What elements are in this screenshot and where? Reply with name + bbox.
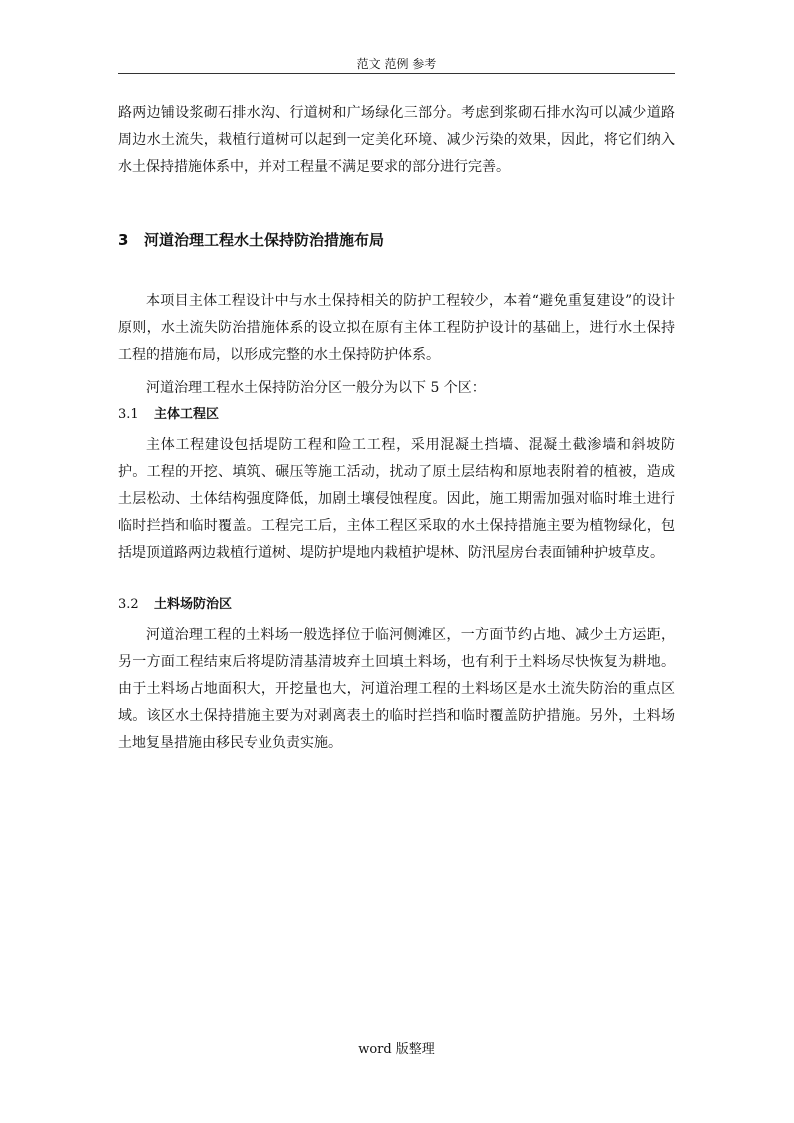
section-3-1-heading: [118, 406, 675, 424]
section-3-2-paragraph: 河道治理工程的土料场一般选择位于临河侧滩区，一方面节约占地、减少土方运距，另一方面工程结束后将堤防清基清坡弃土回填土料场，也有利于土料场尽快恢复为耕地。由于土料场占地面积大，开挖量也大，河道治理工程的土料场区是水土流失防治的重点区域。该区水土保持措施主要为对剥离表土的临时拦挡和临时覆盖防护措施。另外，土料场土地复垦措施由移民专业负责实施。: [118, 627, 675, 751]
section-3-2-heading: [118, 596, 675, 614]
section-3-heading: [118, 230, 675, 250]
intro-paragraph: 路两边铺设浆砌石排水沟、行道树和广场绿化三部分。考虑到浆砌石排水沟可以减少道路周边水土流失，栽植行道树可以起到一定美化环境、减少污染的效果，因此，将它们纳入水土保持措施体系中，并对工程量不满足要求的部分进行完善。: [118, 105, 675, 175]
page-footer: word 版整理: [358, 1042, 435, 1057]
section-3-number: 3: [118, 231, 129, 249]
section-3-1-paragraph: 主体工程建设包括堤防工程和险工工程，采用混凝土挡墙、混凝土截渗墙和斜坡防护。工程的开挖、填筑、碾压等施工活动，扰动了原土层结构和原地表附着的植被，造成土层松动、土体结构强度降低，加剧土壤侵蚀程度。因此，施工期需加强对临时堆土进行临时拦挡和临时覆盖。工程完工后，主体工程区采取的水土保持措施主要为植物绿化，包括堤顶道路两边栽植行道树、堤防护堤地内栽植护堤林、防汛屋房台表面铺种护坡草皮。: [118, 437, 675, 561]
section-3-paragraph-2: 河道治理工程水土保持防治分区一般分为以下 5 个区：: [146, 380, 486, 396]
section-3-paragraph-1: 本项目主体工程设计中与水土保持相关的防护工程较少，本着“避免重复建设”的设计原则，水土流失防治措施体系的设立拟在原有主体工程防护设计的基础上，进行水土保持工程的措施布局，以形成完整的水土保持防护体系。: [118, 293, 675, 363]
header-divider: [118, 73, 675, 74]
page-header: 范文 范例 参考: [356, 57, 437, 71]
section-3-1-number: 3.1: [118, 407, 139, 422]
section-3-title: 河道治理工程水土保持防治措施布局: [144, 231, 385, 249]
section-3-1-title: 主体工程区: [154, 407, 220, 422]
section-3-2-title: 土料场防治区: [154, 597, 233, 612]
section-3-2-number: 3.2: [118, 597, 139, 612]
